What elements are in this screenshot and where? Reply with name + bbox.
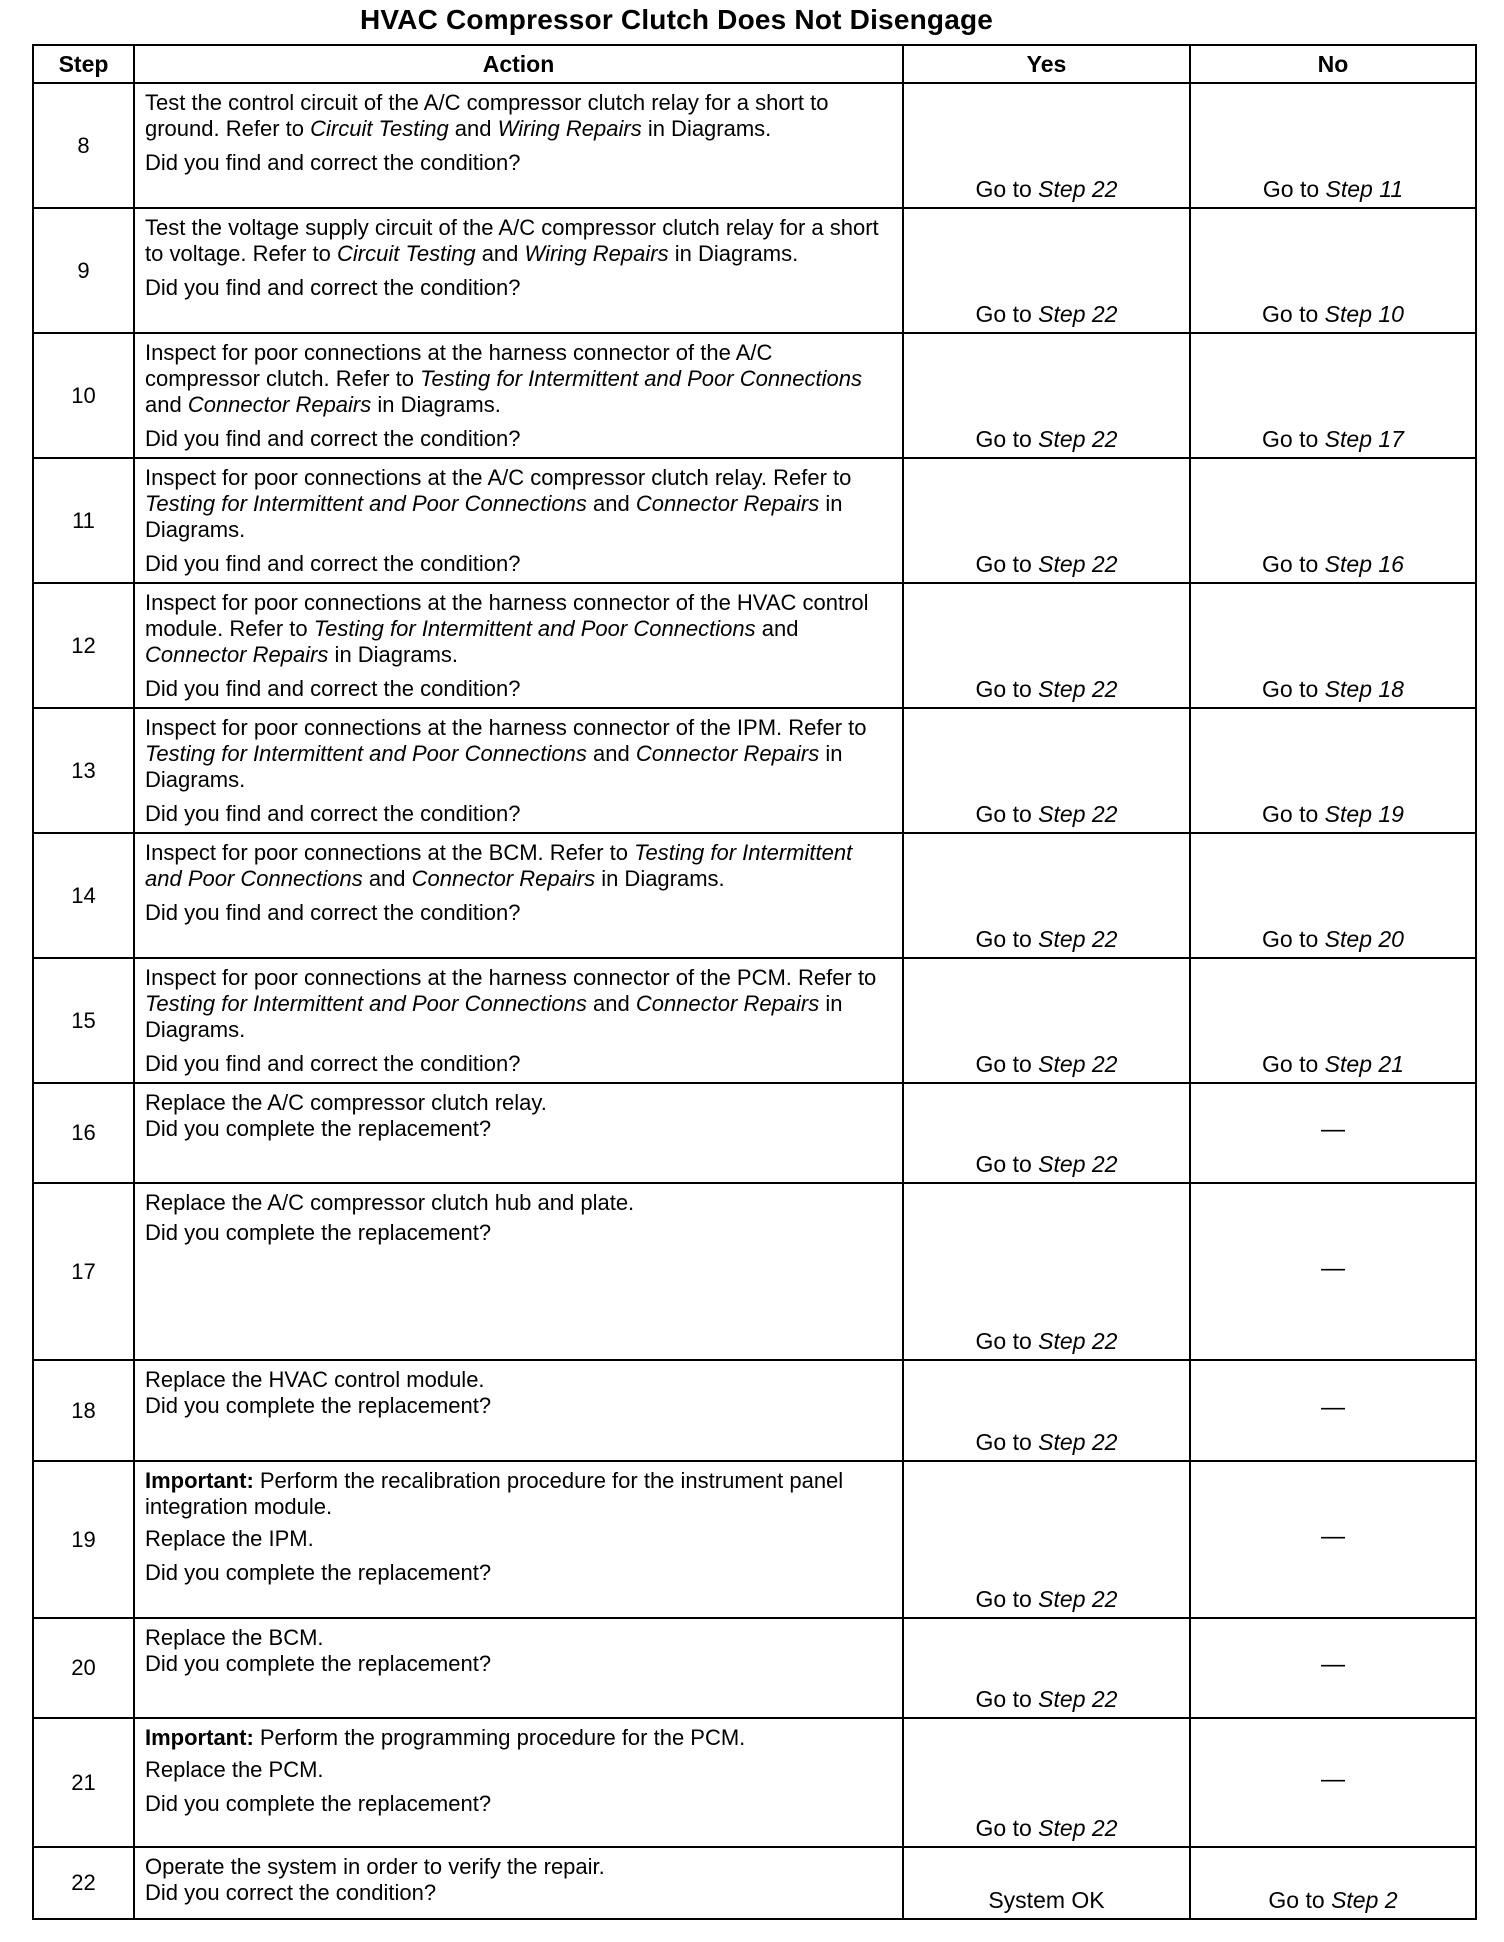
table-row-step-14 (33, 833, 1476, 958)
yes-outcome: Go to Step 22 (975, 1429, 1118, 1455)
table-row-step-17 (33, 1183, 1476, 1360)
yes-cell (903, 1847, 1190, 1919)
table-row-step-8 (33, 83, 1476, 208)
table-row-step-20 (33, 1618, 1476, 1718)
no-outcome: Go to Step 10 (1262, 301, 1404, 327)
action-text (145, 1468, 892, 1552)
header-no: No (1190, 45, 1476, 83)
no-cell (1190, 333, 1476, 458)
action-text: Inspect for poor connections at the harness connector of the PCM. Refer to Testing for Intermittent and Poor Connections and Connector Repairs in Diagrams. (145, 965, 877, 1042)
yes-outcome: Go to Step 22 (975, 1328, 1118, 1354)
no-outcome-dash: — (1321, 1765, 1345, 1793)
action-text: Replace the HVAC control module. (145, 1367, 485, 1392)
yes-cell (903, 1183, 1190, 1360)
table-row-step-9 (33, 208, 1476, 333)
action-cell (134, 708, 903, 833)
yes-outcome: Go to Step 22 (975, 801, 1118, 827)
table-row-step-19 (33, 1461, 1476, 1618)
table-row-step-12 (33, 583, 1476, 708)
action-cell (134, 833, 903, 958)
action-question: Did you find and correct the condition? (145, 801, 521, 826)
step-number: 17 (33, 1183, 134, 1360)
yes-outcome: Go to Step 22 (975, 1586, 1118, 1612)
no-outcome: Go to Step 21 (1262, 1051, 1404, 1077)
action-text: Inspect for poor connections at the harness connector of the IPM. Refer to Testing for Intermittent and Poor Connections and Connector Repairs in Diagrams. (145, 715, 867, 792)
step-number: 11 (33, 458, 134, 583)
table-row-step-18 (33, 1360, 1476, 1461)
no-cell (1190, 1618, 1476, 1718)
no-outcome: Go to Step 11 (1262, 176, 1404, 202)
yes-outcome: Go to Step 22 (975, 176, 1118, 202)
action-text: Inspect for poor connections at the harness connector of the HVAC control module. Refer to Testing for Intermittent and Poor Connections and Connector Repairs in Diagrams. (145, 590, 869, 667)
no-cell (1190, 83, 1476, 208)
action-question: Did you find and correct the condition? (145, 551, 521, 576)
important-note: Important: Perform the programming procedure for the PCM. (145, 1725, 746, 1750)
no-cell (1190, 458, 1476, 583)
table-row-step-21 (33, 1718, 1476, 1847)
header-action: Action (134, 45, 903, 83)
step-number: 14 (33, 833, 134, 958)
yes-cell (903, 208, 1190, 333)
step-number: 20 (33, 1618, 134, 1718)
yes-outcome: Go to Step 22 (975, 301, 1118, 327)
action-question: Did you find and correct the condition? (145, 676, 521, 701)
action-cell (134, 1618, 903, 1718)
step-number: 12 (33, 583, 134, 708)
action-text: Operate the system in order to verify the repair. (145, 1854, 605, 1879)
action-cell (134, 1360, 903, 1461)
no-cell (1190, 833, 1476, 958)
yes-outcome: Go to Step 22 (975, 1815, 1118, 1841)
yes-outcome: System OK (988, 1887, 1105, 1913)
yes-cell (903, 333, 1190, 458)
yes-cell (903, 833, 1190, 958)
yes-cell (903, 1618, 1190, 1718)
no-outcome: Go to Step 17 (1262, 426, 1404, 452)
yes-cell (903, 958, 1190, 1083)
no-outcome: Go to Step 2 (1268, 1887, 1398, 1913)
action-cell (134, 1183, 903, 1360)
table-row-step-11 (33, 458, 1476, 583)
action-text (145, 1725, 892, 1783)
action-question: Did you complete the replacement? (145, 1393, 492, 1418)
yes-outcome: Go to Step 22 (975, 426, 1118, 452)
action-text: Replace the BCM. (145, 1625, 324, 1650)
yes-cell (903, 1461, 1190, 1618)
important-note: Important: Perform the recalibration procedure for the instrument panel integration module. (145, 1468, 844, 1519)
no-cell (1190, 1083, 1476, 1183)
table-row-step-10 (33, 333, 1476, 458)
action-question: Did you correct the condition? (145, 1880, 437, 1905)
action-text: Inspect for poor connections at the harness connector of the A/C compressor clutch. Refer to Testing for Intermittent and Poor Connections and Connector Repairs in Diagrams. (145, 340, 862, 417)
table-row-step-22 (33, 1847, 1476, 1919)
no-cell (1190, 1718, 1476, 1847)
action-text: Inspect for poor connections at the BCM. Refer to Testing for Intermittent and Poor Connections and Connector Repairs in Diagrams. (145, 840, 853, 891)
action-question: Did you complete the replacement? (145, 1560, 492, 1585)
step-number: 13 (33, 708, 134, 833)
replace-instruction: Replace the PCM. (145, 1757, 324, 1782)
step-number: 19 (33, 1461, 134, 1618)
page-title: HVAC Compressor Clutch Does Not Disengage (359, 4, 994, 35)
no-cell (1190, 708, 1476, 833)
yes-outcome: Go to Step 22 (975, 676, 1118, 702)
step-number: 22 (33, 1847, 134, 1919)
action-cell (134, 333, 903, 458)
no-outcome-dash: — (1321, 1393, 1345, 1421)
no-outcome-dash: — (1321, 1651, 1345, 1679)
action-question: Did you find and correct the condition? (145, 1051, 521, 1076)
step-number: 21 (33, 1718, 134, 1847)
action-cell (134, 1461, 903, 1618)
no-outcome-dash: — (1321, 1116, 1345, 1144)
yes-outcome: Go to Step 22 (975, 1151, 1118, 1177)
replace-instruction: Replace the IPM. (145, 1526, 314, 1551)
action-question: Did you complete the replacement? (145, 1651, 492, 1676)
no-outcome: Go to Step 20 (1262, 926, 1404, 952)
no-cell (1190, 1461, 1476, 1618)
header-yes: Yes (903, 45, 1190, 83)
action-question: Did you complete the replacement? (145, 1220, 492, 1245)
action-text: Test the control circuit of the A/C compressor clutch relay for a short to ground. Refer to Circuit Testing and Wiring Repairs in Diagrams. (145, 90, 829, 141)
header-row (33, 45, 1476, 83)
action-question: Did you complete the replacement? (145, 1791, 492, 1816)
table-row-step-15 (33, 958, 1476, 1083)
yes-outcome: Go to Step 22 (975, 926, 1118, 952)
yes-cell (903, 458, 1190, 583)
yes-cell (903, 708, 1190, 833)
yes-outcome: Go to Step 22 (975, 1686, 1118, 1712)
table-row-step-13 (33, 708, 1476, 833)
action-cell (134, 458, 903, 583)
action-question: Did you find and correct the condition? (145, 426, 521, 451)
no-outcome-dash: — (1321, 1254, 1345, 1282)
no-outcome: Go to Step 16 (1262, 551, 1404, 577)
no-cell (1190, 208, 1476, 333)
action-text: Replace the A/C compressor clutch relay. (145, 1090, 547, 1115)
action-question: Did you find and correct the condition? (145, 275, 521, 300)
action-cell (134, 1083, 903, 1183)
step-number: 8 (33, 83, 134, 208)
header-step: Step (33, 45, 134, 83)
no-outcome-dash: — (1321, 1522, 1345, 1550)
yes-outcome: Go to Step 22 (975, 551, 1118, 577)
yes-cell (903, 583, 1190, 708)
no-cell (1190, 958, 1476, 1083)
yes-cell (903, 1083, 1190, 1183)
no-cell (1190, 1360, 1476, 1461)
table-row-step-16 (33, 1083, 1476, 1183)
action-cell (134, 583, 903, 708)
action-question: Did you find and correct the condition? (145, 150, 521, 175)
yes-outcome: Go to Step 22 (975, 1051, 1118, 1077)
yes-cell (903, 83, 1190, 208)
action-text: Test the voltage supply circuit of the A/C compressor clutch relay for a short to voltage. Refer to Circuit Testing and Wiring Repairs in Diagrams. (145, 215, 879, 266)
step-number: 9 (33, 208, 134, 333)
diagnostic-table (32, 44, 1477, 1920)
no-cell (1190, 1183, 1476, 1360)
no-outcome: Go to Step 19 (1262, 801, 1404, 827)
no-cell (1190, 583, 1476, 708)
action-cell (134, 958, 903, 1083)
action-cell (134, 83, 903, 208)
no-outcome: Go to Step 18 (1262, 676, 1404, 702)
action-cell (134, 208, 903, 333)
action-text: Replace the A/C compressor clutch hub and plate. (145, 1190, 635, 1215)
action-question: Did you find and correct the condition? (145, 900, 521, 925)
action-text: Inspect for poor connections at the A/C compressor clutch relay. Refer to Testing for Intermittent and Poor Connections and Connector Repairs in Diagrams. (145, 465, 852, 542)
no-cell (1190, 1847, 1476, 1919)
yes-cell (903, 1360, 1190, 1461)
action-cell (134, 1718, 903, 1847)
action-cell (134, 1847, 903, 1919)
step-number: 15 (33, 958, 134, 1083)
action-question: Did you complete the replacement? (145, 1116, 492, 1141)
yes-cell (903, 1718, 1190, 1847)
step-number: 16 (33, 1083, 134, 1183)
step-number: 18 (33, 1360, 134, 1461)
step-number: 10 (33, 333, 134, 458)
